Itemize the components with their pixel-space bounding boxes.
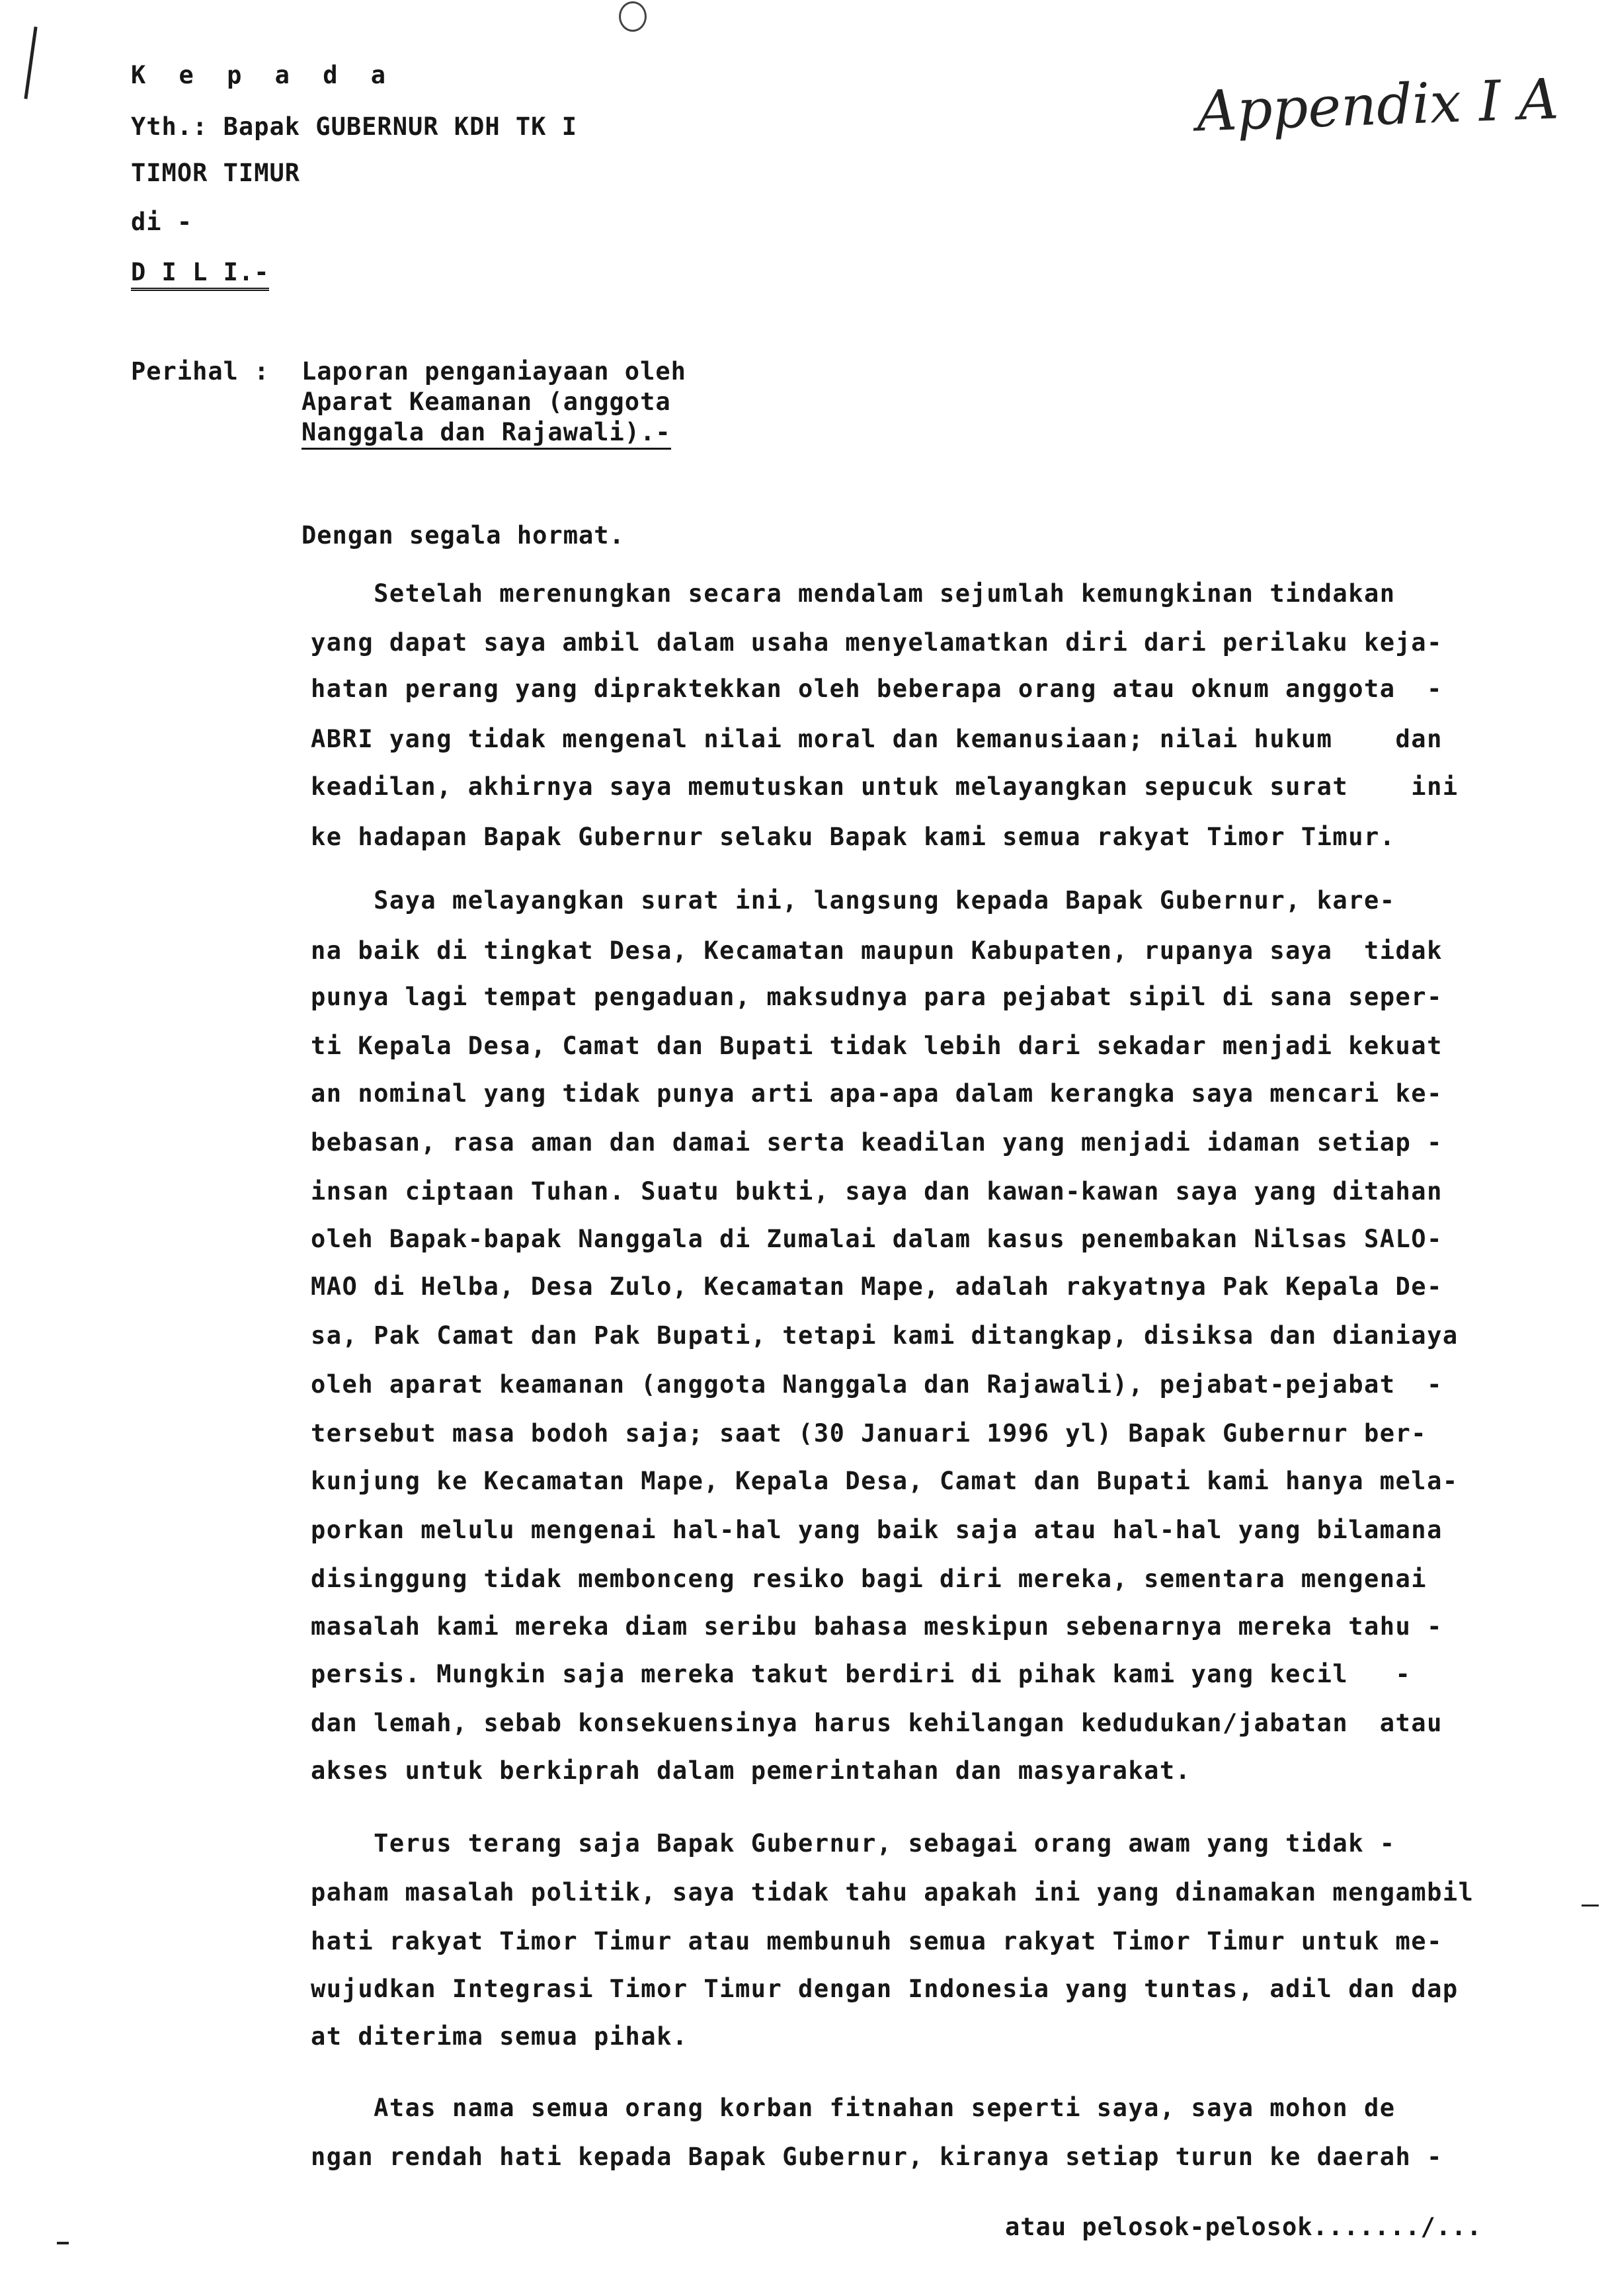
paragraph-2-line: oleh aparat keamanan (anggota Nanggala dan Rajawali), pejabat-pejabat - (311, 1370, 1443, 1399)
paragraph-3-line: hati rakyat Timor Timur atau membunuh semua rakyat Timor Timur untuk me- (311, 1927, 1443, 1955)
scan-mark-right (1582, 1905, 1599, 1906)
scan-mark-bottom-left (57, 2242, 69, 2244)
paragraph-1-line: Setelah merenungkan secara mendalam sejumlah kemungkinan tindakan (311, 579, 1396, 608)
subject-line-1: Laporan penganiayaan oleh (302, 357, 686, 386)
paragraph-2-line: ti Kepala Desa, Camat dan Bupati tidak lebih dari sekadar menjadi kekuat (311, 1032, 1443, 1060)
paragraph-3-line: at diterima semua pihak. (311, 2022, 688, 2051)
paragraph-2-line: punya lagi tempat pengaduan, maksudnya para pejabat sipil di sana seper- (311, 983, 1443, 1011)
paragraph-2-line: na baik di tingkat Desa, Kecamatan maupun Kabupaten, rupanya saya tidak (311, 936, 1443, 965)
addressee-line-2: TIMOR TIMUR (131, 159, 301, 187)
paragraph-2-line: an nominal yang tidak punya arti apa-apa dalam kerangka saya mencari ke- (311, 1079, 1443, 1108)
paragraph-2-line: Saya melayangkan surat ini, langsung kepada Bapak Gubernur, kare- (311, 886, 1396, 915)
paragraph-1-line: yang dapat saya ambil dalam usaha menyelamatkan diri dari perilaku keja- (311, 628, 1443, 657)
subject-line-2: Aparat Keamanan (anggota (302, 388, 671, 416)
appendix-note: Appendix I A (1195, 66, 1560, 144)
paragraph-2-line: persis. Mungkin saja mereka takut berdiri di pihak kami yang kecil - (311, 1660, 1412, 1688)
paragraph-3-line: wujudkan Integrasi Timor Timur dengan Indonesia yang tuntas, adil dan dap (311, 1975, 1459, 2003)
paragraph-2-line: bebasan, rasa aman dan damai serta keadilan yang menjadi idaman setiap - (311, 1128, 1443, 1157)
paragraph-1-line: ke hadapan Bapak Gubernur selaku Bapak kami semua rakyat Timor Timur. (311, 823, 1396, 851)
paragraph-2-line: kunjung ke Kecamatan Mape, Kepala Desa, Camat dan Bupati kami hanya mela- (311, 1467, 1459, 1495)
paragraph-1-line: keadilan, akhirnya saya memutuskan untuk melayangkan sepucuk surat ini (311, 772, 1459, 801)
paragraph-4-line: Atas nama semua orang korban fitnahan seperti saya, saya mohon de (311, 2094, 1396, 2122)
paragraph-2-line: porkan melulu mengenai hal-hal yang baik saja atau hal-hal yang bilamana (311, 1516, 1443, 1544)
paragraph-2-line: oleh Bapak-bapak Nanggala di Zumalai dalam kasus penembakan Nilsas SALO- (311, 1225, 1443, 1253)
scan-mark-top (619, 1, 647, 32)
subject-label: Perihal : (131, 357, 270, 386)
paragraph-2-line: disinggung tidak membonceng resiko bagi diri mereka, sementara mengenai (311, 1565, 1427, 1593)
subject-line-3: Nanggala dan Rajawali).- (302, 418, 671, 450)
paragraph-2-line: MAO di Helba, Desa Zulo, Kecamatan Mape, adalah rakyatnya Pak Kepala De- (311, 1272, 1443, 1301)
paragraph-2-line: dan lemah, sebab konsekuensinya harus kehilangan kedudukan/jabatan atau (311, 1709, 1443, 1737)
paragraph-2-line: masalah kami mereka diam seribu bahasa meskipun sebenarnya mereka tahu - (311, 1612, 1443, 1641)
footer-continuation: atau pelosok-pelosok......./... (1005, 2213, 1482, 2241)
paragraph-3-line: paham masalah politik, saya tidak tahu apakah ini yang dinamakan mengambil (311, 1878, 1474, 1906)
paragraph-1-line: hatan perang yang dipraktekkan oleh beberapa orang atau oknum anggota - (311, 675, 1443, 703)
scan-mark-left (24, 26, 37, 99)
paragraph-2-line: tersebut masa bodoh saja; saat (30 Januari 1996 yl) Bapak Gubernur ber- (311, 1419, 1427, 1448)
paragraph-2-line: insan ciptaan Tuhan. Suatu bukti, saya dan kawan-kawan saya yang ditahan (311, 1177, 1443, 1206)
salutation: Dengan segala hormat. (302, 521, 625, 550)
paragraph-3-line: Terus terang saja Bapak Gubernur, sebagai orang awam yang tidak - (311, 1829, 1396, 1858)
addressee-city: D I L I.- (131, 258, 269, 291)
addressee-label: K e p a d a (131, 61, 395, 89)
addressee-line-1: Yth.: Bapak GUBERNUR KDH TK I (131, 112, 578, 141)
paragraph-2-line: akses untuk berkiprah dalam pemerintahan dan masyarakat. (311, 1756, 1191, 1785)
paragraph-4-line: ngan rendah hati kepada Bapak Gubernur, kiranya setiap turun ke daerah - (311, 2143, 1443, 2171)
addressee-line-3: di - (131, 208, 193, 236)
paragraph-2-line: sa, Pak Camat dan Pak Bupati, tetapi kami ditangkap, disiksa dan dianiaya (311, 1321, 1459, 1350)
paragraph-1-line: ABRI yang tidak mengenal nilai moral dan kemanusiaan; nilai hukum dan (311, 725, 1443, 753)
